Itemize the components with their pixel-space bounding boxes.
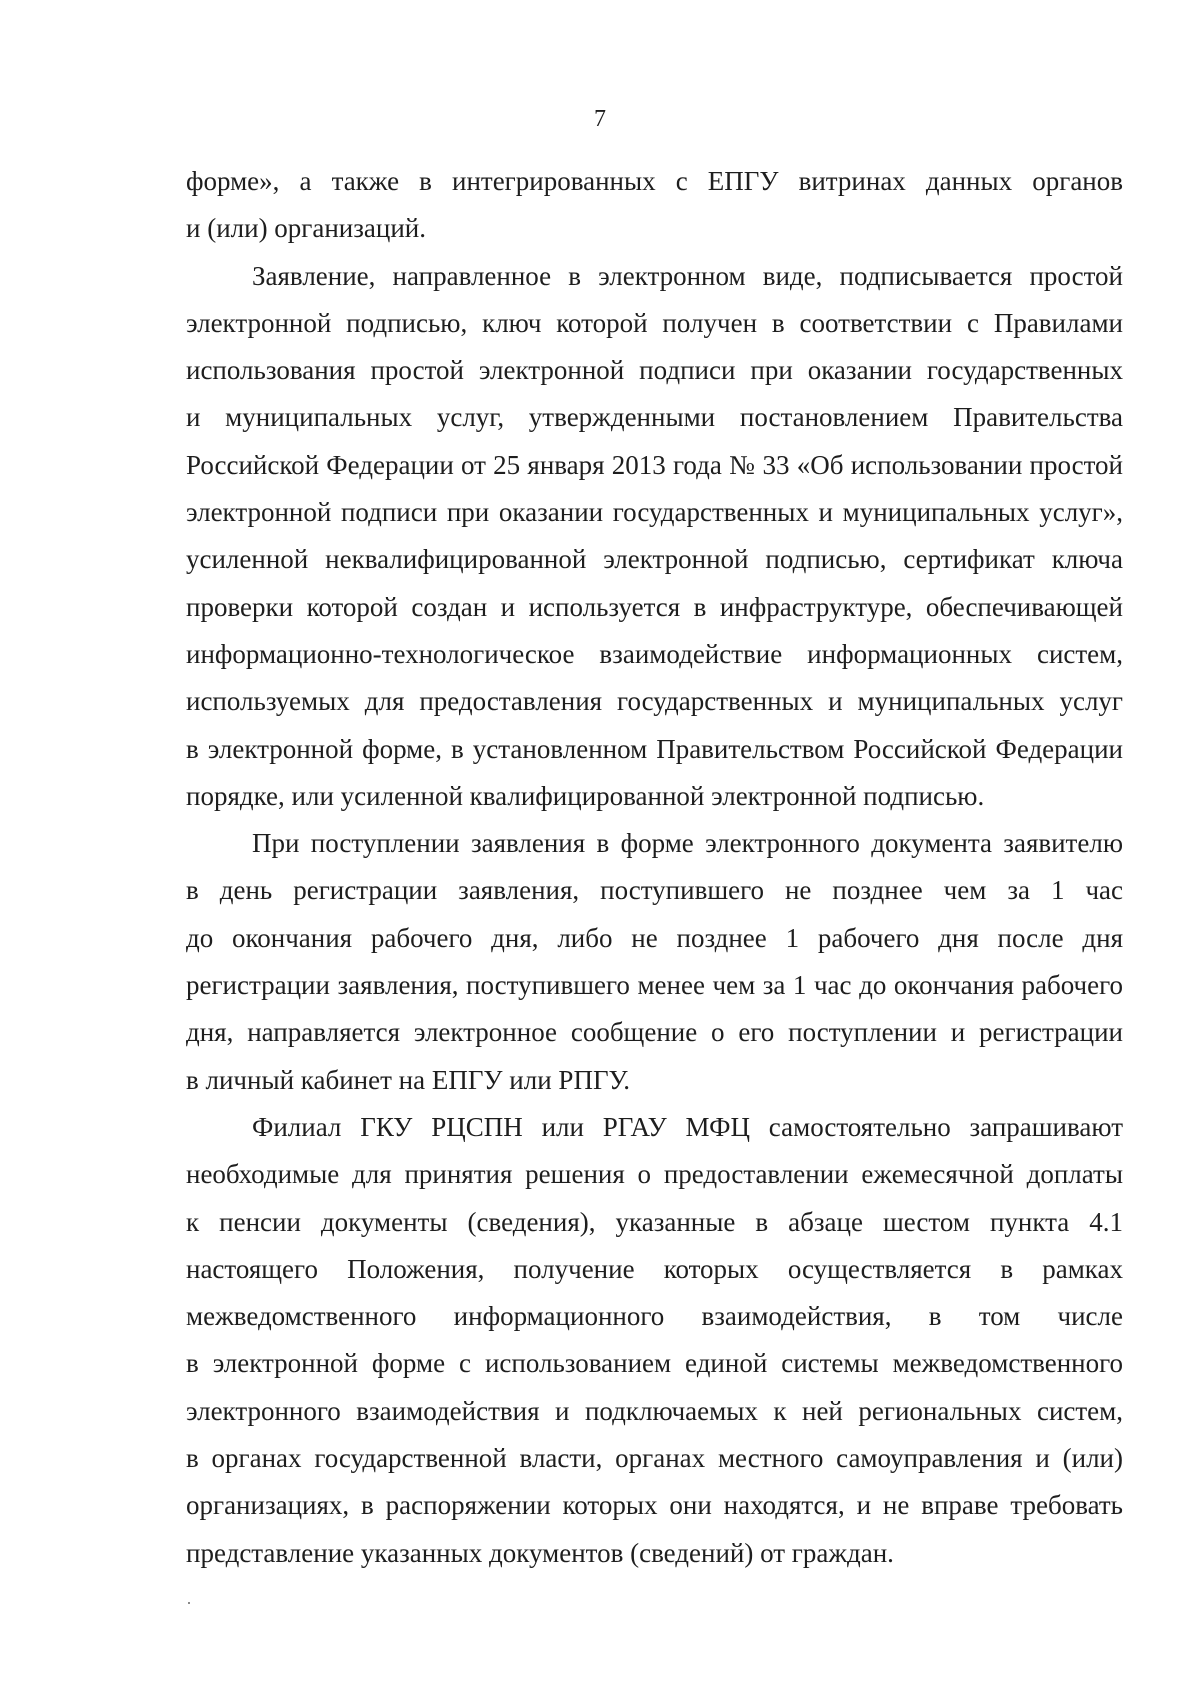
paragraph-3 [186, 820, 1123, 1104]
text-line: Филиал ГКУ РЦСПН или РГАУ МФЦ самостоятельно запрашивают [252, 1111, 1123, 1142]
text-line: порядке, или усиленной квалифицированной электронной подписью. [186, 780, 985, 811]
text-line: проверки которой создан и используется в инфраструктуре, обеспечивающей [186, 591, 1123, 622]
text-line: к пенсии документы (сведения), указанные в абзаце шестом пункта 4.1 [186, 1206, 1123, 1237]
text-line: дня, направляется электронное сообщение о его поступлении и регистрации [186, 1017, 1123, 1048]
text-line: и (или) организаций. [186, 213, 427, 244]
page-number: 7 [594, 106, 606, 132]
text-line: усиленной неквалифицированной электронной подписью, сертификат ключа [186, 544, 1123, 575]
text-line: настоящего Положения, получение которых осуществляется в рамках [186, 1253, 1123, 1284]
paragraph-2 [186, 253, 1123, 821]
text-line: При поступлении заявления в форме электронного документа заявителю [252, 828, 1123, 859]
text-line: электронной подписью, ключ которой получен в соответствии с Правилами [186, 307, 1123, 338]
text-line: до окончания рабочего дня, либо не позднее 1 рабочего дня после дня [186, 922, 1123, 953]
text-line: форме», а также в интегрированных с ЕПГУ витринах данных органов [186, 166, 1123, 196]
text-line: межведомственного информационного взаимодействия, в том числе [186, 1301, 1123, 1332]
document-body [186, 158, 1123, 1577]
text-line: Заявление, направленное в электронном виде, подписывается простой [252, 260, 1123, 291]
text-line: представление указанных документов (сведений) от граждан. [186, 1537, 894, 1568]
text-line: электронного взаимодействия и подключаемых к ней региональных систем, [186, 1395, 1123, 1426]
text-line: используемых для предоставления государственных и муниципальных услуг [186, 686, 1123, 717]
text-line: в электронной форме с использованием единой системы межведомственного [186, 1348, 1123, 1379]
text-line: и муниципальных услуг, утвержденными постановлением Правительства [186, 402, 1123, 433]
text-line: в день регистрации заявления, поступившего не позднее чем за 1 час [186, 875, 1123, 906]
paragraph-4 [186, 1104, 1123, 1577]
text-line: использования простой электронной подписи при оказании государственных [186, 355, 1123, 386]
text-line: в личный кабинет на ЕПГУ или РПГУ. [186, 1064, 631, 1095]
text-line: Российской Федерации от 25 января 2013 года № 33 «Об использовании простой [186, 449, 1123, 480]
text-line: информационно-технологическое взаимодействие информационных систем, [186, 638, 1123, 669]
paragraph-1 [186, 158, 1123, 253]
text-line: в органах государственной власти, органах местного самоуправления и (или) [186, 1443, 1123, 1474]
text-line: в электронной форме, в установленном Правительством Российской Федерации [186, 733, 1123, 764]
scan-speck [188, 1602, 190, 1604]
text-line: регистрации заявления, поступившего менее чем за 1 час до окончания рабочего [186, 970, 1123, 1001]
text-line: необходимые для принятия решения о предоставлении ежемесячной доплаты [186, 1159, 1123, 1190]
text-line: организациях, в распоряжении которых они находятся, и не вправе требовать [186, 1490, 1123, 1521]
text-line: электронной подписи при оказании государственных и муниципальных услуг», [186, 497, 1123, 528]
